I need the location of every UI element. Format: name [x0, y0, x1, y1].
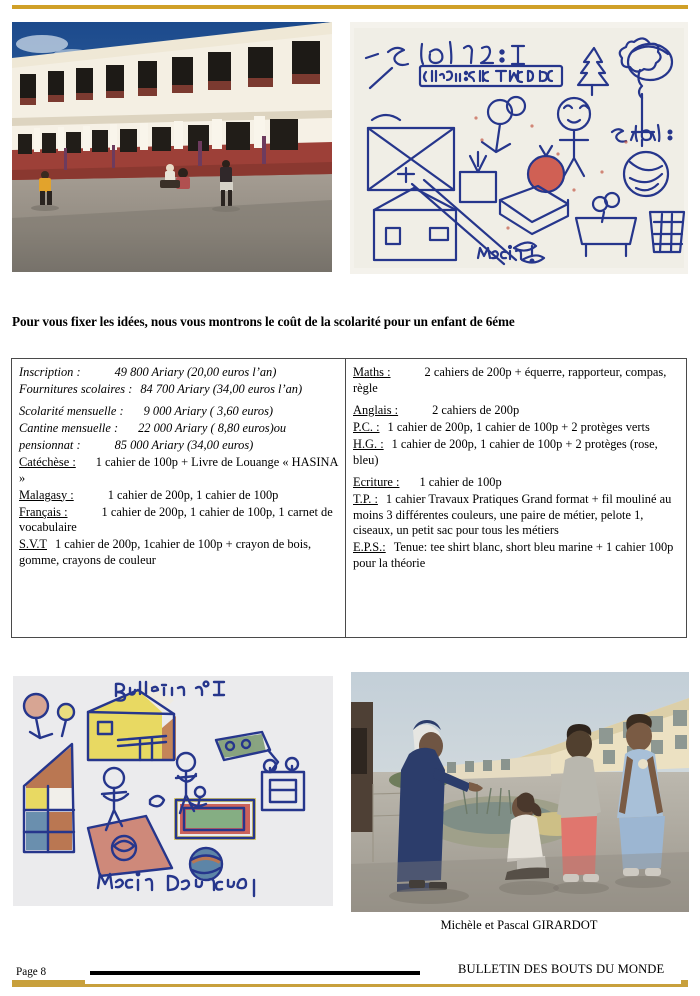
cost-row-spacer — [399, 475, 419, 491]
cost-row — [19, 488, 338, 504]
schooling-cost-table — [11, 358, 687, 638]
top-accent-rule — [12, 5, 688, 9]
cost-row — [353, 475, 679, 491]
cost-row-value: 1 cahier de 200p, 1 cahier de 100p, 1 carnet de vocabulaire — [19, 504, 333, 535]
cost-row-label: E.P.S.: — [353, 540, 386, 555]
cost-row-spacer — [386, 540, 394, 556]
cost-row — [353, 437, 679, 469]
cost-row — [353, 420, 679, 436]
cost-row-value: 22 000 Ariary ( 8,80 euros)ou — [138, 420, 287, 435]
cost-row-spacer — [398, 403, 432, 419]
cost-row-value: 1 cahier de 200p, 1 cahier de 100p + 2 protèges verts — [387, 419, 650, 434]
cost-row — [19, 382, 338, 398]
cost-row-value: 85 000 Ariary (34,00 euros) — [114, 437, 254, 452]
cost-table-right-column — [346, 359, 686, 637]
footer-black-rule — [90, 971, 420, 975]
cost-row — [353, 403, 679, 419]
cost-row-spacer — [391, 365, 425, 381]
cost-row-label: T.P. : — [353, 491, 378, 506]
cost-row-spacer — [384, 437, 392, 453]
footer-gold-rule — [12, 984, 688, 987]
cost-row-value: 2 cahiers de 200p — [432, 402, 520, 417]
cost-row-value: 1 cahier Travaux Pratiques Grand format + fil mouliné au moins 3 différentes couleurs, une paire de métier, pelote 1, ciseaux, un petit sac pour tous les métiers — [353, 491, 672, 538]
cost-row-label: Scolarité mensuelle : — [19, 403, 124, 418]
cost-row-value: 49 800 Ariary (20,00 euros l’an) — [114, 365, 277, 379]
school-building-photo-graphic — [12, 22, 332, 272]
school-building-photo — [12, 22, 332, 272]
cost-row-label: H.G. : — [353, 436, 384, 451]
footer-page-number: Page 8 — [16, 966, 47, 978]
cost-row — [19, 537, 338, 569]
cost-row-spacer — [76, 455, 96, 471]
cost-row-value: 1 cahier de 100p — [419, 474, 502, 489]
child-drawing-bulletin — [10, 672, 336, 910]
cost-row-label: Cantine mensuelle : — [19, 420, 119, 435]
cost-row-spacer — [81, 438, 115, 454]
child-drawing-bulletin-graphic — [10, 672, 336, 910]
cost-row-label: P.C. : — [353, 419, 380, 434]
cost-row-value: 84 700 Ariary (34,00 euros l’an) — [140, 381, 303, 396]
cost-row-label: Maths : — [353, 365, 391, 379]
cost-row — [353, 540, 679, 572]
cost-row-label: Anglais : — [353, 402, 399, 417]
cost-row-label: Inscription : — [19, 365, 81, 379]
cost-row-spacer — [380, 420, 388, 436]
cost-row — [353, 365, 679, 397]
footer-publication-title: BULLETIN DES BOUTS DU MONDE — [458, 962, 665, 976]
cost-table-left-column — [12, 359, 346, 637]
cost-row-value: 1 cahier de 200p, 1cahier de 100p + crayon de bois, gomme, crayons de couleur — [19, 537, 312, 568]
child-drawing-thank-you-graphic — [350, 22, 688, 274]
cost-row-label: pensionnat : — [19, 437, 81, 452]
nun-and-children-photo-graphic — [351, 672, 689, 912]
cost-row-spacer — [47, 537, 55, 553]
child-drawing-thank-you — [350, 22, 688, 274]
cost-row-spacer — [81, 365, 115, 381]
cost-row-label: Français : — [19, 504, 68, 519]
cost-row-label: S.V.T — [19, 537, 48, 552]
cost-row-spacer — [118, 421, 138, 437]
cost-row-value: 1 cahier de 200p, 1 cahier de 100p + 2 protèges (rose, bleu) — [353, 436, 658, 467]
cost-row-spacer — [378, 492, 386, 508]
page-lead-heading: Pour vous fixer les idées, nous vous montrons le coût de la scolarité pour un enfant de 6éme — [12, 314, 515, 329]
cost-row-value: 9 000 Ariary ( 3,60 euros) — [143, 403, 274, 418]
cost-row-spacer — [74, 488, 108, 504]
cost-row-label: Ecriture : — [353, 474, 400, 489]
cost-row — [19, 455, 338, 487]
cost-row-label: Catéchèse : — [19, 454, 76, 469]
cost-row — [353, 492, 679, 540]
cost-row-value: 1 cahier de 200p, 1 cahier de 100p — [107, 487, 279, 502]
cost-row — [19, 365, 338, 381]
cost-row — [19, 505, 338, 537]
nun-and-children-photo — [351, 672, 689, 912]
cost-row-label: Malagasy : — [19, 487, 74, 502]
cost-row — [19, 404, 338, 420]
cost-row — [19, 421, 338, 437]
cost-row-label: Fournitures scolaires : — [19, 381, 133, 396]
cost-row-value: 1 cahier de 100p + Livre de Louange « HASINA » — [19, 454, 338, 485]
footer-gold-tab-right — [681, 980, 688, 987]
cost-row — [19, 438, 338, 454]
cost-row-spacer — [124, 404, 144, 420]
cost-row-value: Tenue: tee shirt blanc, short bleu marine + 1 cahier 100p pour la théorie — [353, 540, 674, 571]
cost-row-spacer — [68, 505, 102, 521]
photo-caption: Michèle et Pascal GIRARDOT — [440, 918, 598, 932]
cost-row-value: 2 cahiers de 200p + équerre, rapporteur, compas, règle — [353, 365, 667, 395]
